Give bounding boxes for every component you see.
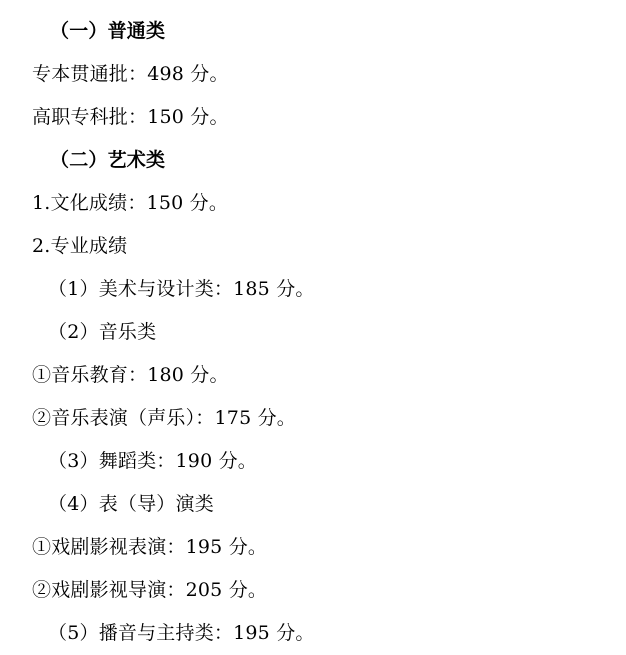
document-line: （4）表（导）演类 (48, 493, 214, 515)
document-line: 1.文化成绩：150 分。 (32, 192, 229, 214)
document-line: （5）播音与主持类：195 分。 (48, 622, 315, 644)
document-line: 高职专科批：150 分。 (32, 106, 229, 128)
section-heading: （二）艺术类 (50, 149, 166, 171)
document-line: ②戏剧影视导演：205 分。 (32, 579, 268, 601)
document-line: 2.专业成绩 (32, 235, 128, 257)
document-line: （1）美术与设计类：185 分。 (48, 278, 315, 300)
document-line: ②音乐表演（声乐）：175 分。 (32, 407, 297, 429)
document-line: 专本贯通批：498 分。 (32, 63, 229, 85)
document-line: （3）舞蹈类：190 分。 (48, 450, 257, 472)
document-line: （2）音乐类 (48, 321, 157, 343)
section-heading: （一）普通类 (50, 20, 166, 42)
document-line: ①音乐教育：180 分。 (32, 364, 229, 386)
document-line: ①戏剧影视表演：195 分。 (32, 536, 268, 558)
